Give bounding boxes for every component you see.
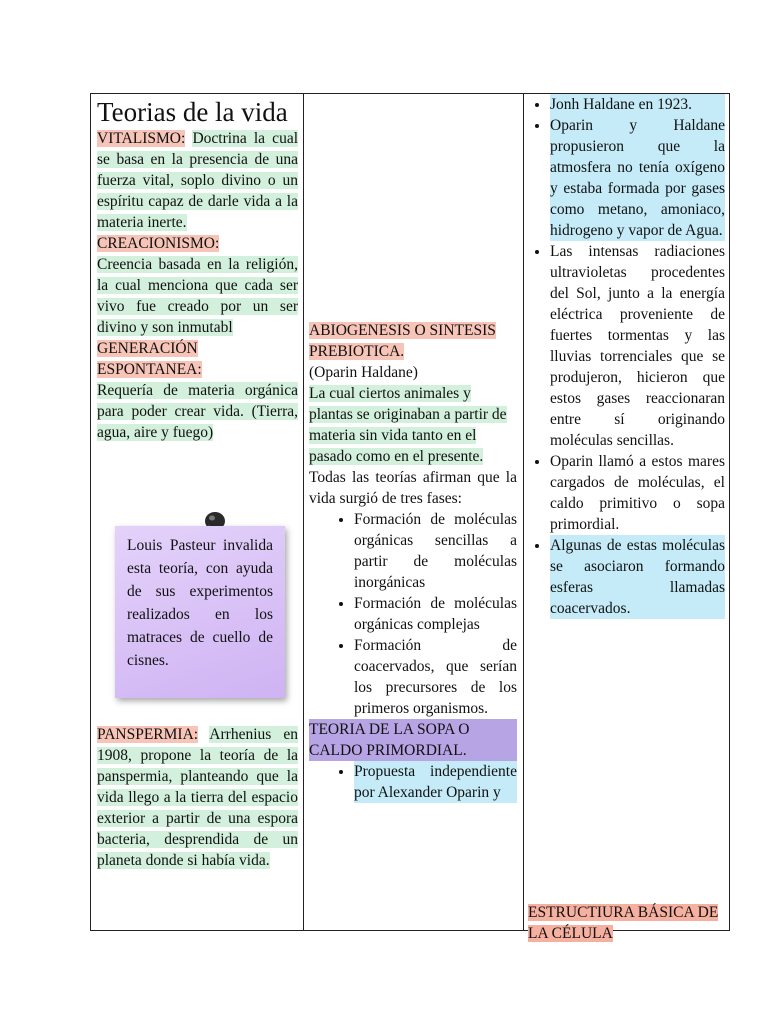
haldane-item: • Oparin llamó a estos mares cargados de moléculas, el caldo primitivo o sopa primordial. bbox=[550, 451, 725, 535]
fases-list bbox=[309, 509, 517, 719]
estructura-heading-line bbox=[528, 902, 722, 944]
column-divider-2 bbox=[523, 94, 524, 930]
panspermia-section bbox=[97, 724, 298, 871]
column-3 bbox=[528, 94, 725, 619]
fase-item: • Formación de moléculas orgánicas sencillas a partir de moléculas inorgánicas bbox=[354, 509, 517, 593]
creacionismo-paragraph bbox=[97, 254, 298, 338]
sopa-heading: TEORIA DE LA SOPA O CALDO PRIMORDIAL. bbox=[309, 719, 517, 761]
abiogenesis-heading-line bbox=[309, 320, 504, 362]
generacion-text: Requería de materia orgánica para poder crear vida. (Tierra, agua, aire y fuego) bbox=[97, 382, 298, 441]
fase-item: • Formación de moléculas orgánicas complejas bbox=[354, 593, 517, 635]
panspermia-heading: PANSPERMIA: bbox=[97, 726, 199, 743]
creacionismo-heading: CREACIONISMO: bbox=[97, 235, 220, 252]
estructura-heading: ESTRUCTIURA BÁSICA DE LA CÉLULA bbox=[528, 904, 719, 942]
estructura-section bbox=[528, 902, 722, 944]
sticky-note bbox=[115, 526, 285, 698]
vitalismo-paragraph bbox=[97, 128, 298, 233]
panspermia-text: Arrhenius en 1908, propone la teoría de la panspermia, planteando que la vida llego a la tierra del espacio exterior a partir de una espora bacteria, desprendida de un planeta donde si había vida. bbox=[97, 726, 298, 869]
creacionismo-text: Creencia basada en la religión, la cual menciona que cada ser vivo fue creado por un ser divino y son inmutabl bbox=[97, 256, 298, 336]
generacion-heading: GENERACIÓN ESPONTANEA: bbox=[97, 340, 202, 378]
fases-intro: Todas las teorías afirman que la vida surgió de tres fases: bbox=[309, 469, 517, 507]
haldane-list bbox=[528, 94, 725, 619]
creacionismo-heading-line bbox=[97, 233, 298, 254]
sopa-list bbox=[309, 761, 517, 803]
panspermia-paragraph bbox=[97, 724, 298, 871]
column-1 bbox=[97, 94, 298, 443]
abiogenesis-text: La cual ciertos animales y plantas se originaban a partir de materia sin vida tanto en el pasado como en el presente. bbox=[309, 385, 507, 465]
generacion-paragraph bbox=[97, 380, 298, 443]
sticky-note-text: Louis Pasteur invalida esta teoría, con ayuda de sus experimentos realizados en los matraces de cuello de cisnes. bbox=[127, 537, 273, 669]
haldane-item: • Las intensas radiaciones ultravioletas procedentes del Sol, junto a la energía eléctrica proveniente de fuertes tormentas y las lluvias torrenciales que se produjeron, hicieron que estos gases reaccionaran entre sí originando moléculas sencillas. bbox=[550, 241, 725, 451]
haldane-item: • Jonh Haldane en 1923. bbox=[550, 94, 725, 115]
vitalismo-text: Doctrina la cual se basa en la presencia de una fuerza vital, soplo divino o un espíritu capaz de darle vida a la materia inerte. bbox=[97, 130, 298, 231]
abiogenesis-paragraph bbox=[309, 383, 517, 467]
haldane-item: • Algunas de estas moléculas se asociaron formando esferas llamadas coacervados. bbox=[550, 535, 725, 619]
column-divider-1 bbox=[303, 94, 304, 930]
abiogenesis-heading: ABIOGENESIS O SINTESIS PREBIOTICA. bbox=[309, 322, 496, 360]
column-2 bbox=[309, 320, 517, 803]
sopa-item: • Propuesta independiente por Alexander Oparin y bbox=[354, 761, 517, 803]
fase-item: • Formación de coacervados, que serían los precursores de los primeros organismos. bbox=[354, 635, 517, 719]
vitalismo-heading: VITALISMO: bbox=[97, 130, 186, 147]
abiogenesis-subtitle: (Oparin Haldane) bbox=[309, 364, 418, 381]
page-title: Teorias de la vida bbox=[97, 97, 288, 127]
content-table bbox=[90, 93, 730, 942]
generacion-heading-line bbox=[97, 338, 217, 380]
haldane-item: • Oparin y Haldane propusieron que la atmosfera no tenía oxígeno y estaba formada por gases como metano, amoniaco, hidrogeno y vapor de Agua. bbox=[550, 115, 725, 241]
